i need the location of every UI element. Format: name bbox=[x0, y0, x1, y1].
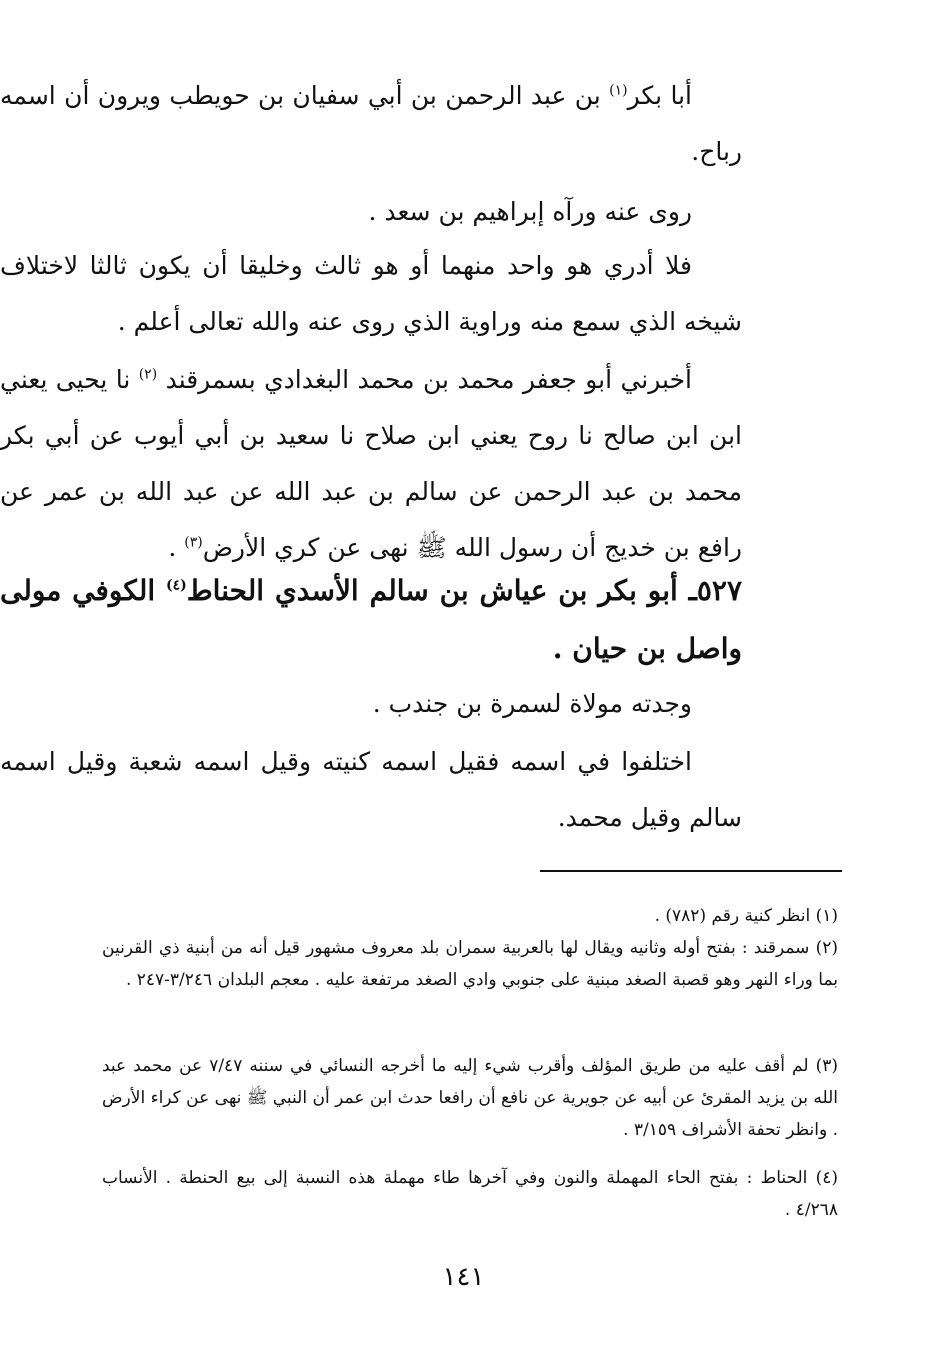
paragraph-6: اختلفوا في اسمه فقيل اسمه كنيته وقيل اسمه شعبة وقيل اسمه سالم وقيل محمد. bbox=[0, 747, 742, 832]
paragraph-2: روى عنه ورآه إبراهيم بن سعد . bbox=[368, 197, 692, 226]
paragraph-1 bbox=[0, 68, 742, 180]
paragraph-1-text-a: أبا بكر bbox=[627, 81, 692, 110]
footnote-2: (٢) سمرقند : بفتح أوله وثانيه ويقال لها بالعربية سمران بلد معروف مشهور قيل أنه من أبنية ذي القرنين بما وراء النهر وهو قصبة الصغد مبنية على جنوبي وادي الصغد مرتفعة عليه . معجم البلدان ٣/٢٤٦-٢٤٧ . bbox=[102, 938, 838, 990]
entry-heading bbox=[0, 562, 742, 678]
paragraph-4-text-b: نا يحيى يعني ابن ابن صالح نا روح يعني ابن صلاح نا سعيد بن أبي أيوب عن أبي بكر محمد بن عبد الرحمن عن سالم بن عبد الله عن عبد الله بن عمر عن رافع بن خديج أن رسول الله ﷺ نهى عن كري الأرض bbox=[0, 365, 742, 562]
footnote-ref-3: (٣) bbox=[184, 534, 203, 551]
paragraph-1-text-b: بن عبد الرحمن بن أبي سفيان بن حويطب ويرون أن اسمه رباح. bbox=[0, 81, 742, 166]
entry-heading-text-b: الكوفي مولى واصل بن حيان . bbox=[0, 574, 742, 665]
paragraph-4-text-a: أخبرني أبو جعفر محمد بن محمد البغدادي بسمرقند bbox=[157, 365, 693, 394]
paragraph-4-text-end: . bbox=[168, 533, 185, 562]
paragraph-5: وجدته مولاة لسمرة بن جندب . bbox=[372, 689, 692, 718]
footnote-separator bbox=[540, 870, 842, 872]
footnote-ref-4: (٤) bbox=[166, 577, 187, 594]
footnote-ref-2: (٢) bbox=[138, 366, 158, 383]
footnote-1: (١) انظر كنية رقم (٧٨٢) . bbox=[654, 906, 838, 926]
entry-heading-text-a: ٥٢٧ـ أبو بكر بن عياش بن سالم الأسدي الحناط bbox=[186, 574, 742, 607]
footnote-4: (٤) الحناط : بفتح الحاء المهملة والنون وفي آخرها طاء مهملة هذه النسبة إلى بيع الحنطة . الأنساب ٤/٢٦٨ . bbox=[102, 1168, 838, 1220]
page-number: ١٤١ bbox=[442, 1262, 485, 1292]
paragraph-4 bbox=[0, 352, 742, 576]
footnote-3: (٣) لم أقف عليه من طريق المؤلف وأقرب شيء إليه ما أخرجه النسائي في سننه ٧/٤٧ عن محمد عبد الله بن يزيد المقرئ عن أبيه عن جويرية عن نافع أن رافعا حدث ابن عمر أن النبي ﷺ نهى عن كراء الأرض . وانظر تحفة الأشراف ٣/١٥٩ . bbox=[102, 1056, 838, 1140]
paragraph-3: فلا أدري هو واحد منهما أو هو ثالث وخليقا أن يكون ثالثا لاختلاف شيخه الذي سمع منه وراوية الذي روى عنه والله تعالى أعلم . bbox=[0, 251, 742, 336]
footnote-ref-1: (١) bbox=[609, 82, 628, 99]
